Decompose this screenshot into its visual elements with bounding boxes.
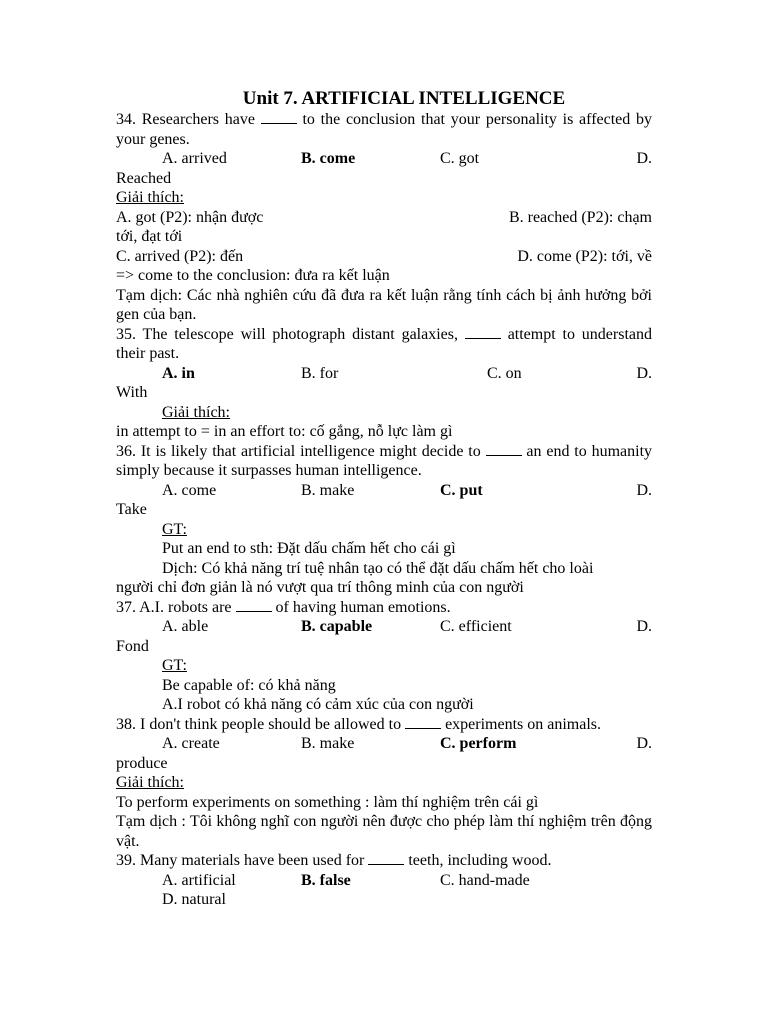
question-34-options: [116, 149, 652, 169]
stem-text: 36. It is likely that artificial intelligence might decide to: [116, 442, 481, 460]
explanation-text: To perform experiments on something : làm thí nghiệm trên cái gì: [116, 793, 539, 811]
stem-text: teeth, including wood.: [408, 852, 552, 869]
question-35-stem: [116, 325, 652, 364]
option-b: B. for: [301, 364, 339, 382]
option-a-correct: A. in: [162, 364, 195, 382]
option-d: D.: [636, 481, 652, 499]
option-d-text: Take: [116, 501, 147, 518]
option-a: A. artificial: [162, 871, 236, 889]
question-37-options: [116, 617, 652, 637]
option-b-correct: B. capable: [301, 618, 373, 635]
option-c-correct: C. put: [440, 481, 483, 499]
stem-text: 39. Many materials have been used for: [116, 852, 365, 869]
question-34-stem: [116, 110, 652, 149]
option-c: C. got: [440, 150, 480, 167]
explanation-text: B. reached (P2): chạm: [508, 208, 652, 226]
question-38-options: [116, 734, 652, 754]
answer-blank: [405, 716, 441, 729]
stem-text: to the conclusion that your personality is affected by your genes.: [116, 111, 653, 148]
answer-blank: [465, 326, 501, 339]
option-b-correct: B. come: [301, 150, 356, 167]
option-b: B. make: [301, 481, 355, 499]
stem-text: 37. A.I. robots are: [116, 598, 232, 616]
option-a: A. able: [162, 618, 209, 635]
document-page: [116, 88, 652, 910]
answer-blank: [368, 852, 404, 865]
translation-text: A.I robot có khả năng có cảm xúc của con người: [162, 696, 474, 713]
answer-blank: [261, 111, 297, 124]
option-d-text: Fond: [116, 637, 149, 655]
translation-text: người chỉ đơn giản là nó vượt qua trí thông minh của con người: [116, 579, 524, 596]
stem-text: 35. The telescope will photograph distant galaxies,: [116, 325, 458, 343]
option-c: C. efficient: [440, 618, 512, 635]
option-d: D.: [636, 150, 652, 167]
option-b-correct: B. false: [301, 871, 351, 889]
explanation-row: [116, 247, 652, 267]
explanation-text: Put an end to sth: Đặt dấu chấm hết cho cái gì: [162, 540, 456, 557]
stem-text: an end to humanity simply because it surpasses human intelligence.: [116, 442, 653, 479]
explanation-heading: Giải thích:: [162, 403, 230, 421]
explanation-heading: GT:: [162, 520, 187, 538]
option-a: A. create: [162, 735, 220, 752]
option-c: C. on: [487, 364, 522, 382]
question-37-stem: [116, 598, 652, 618]
explanation-heading: Giải thích:: [116, 774, 184, 791]
option-a: A. come: [162, 481, 217, 499]
question-36-stem: [116, 442, 652, 481]
explanation-text: A. got (P2): nhận được: [116, 208, 264, 226]
question-35-options: [116, 364, 652, 384]
option-d: D.: [636, 618, 652, 635]
translation-text: Tạm dịch : Tôi không nghĩ con người nên được cho phép làm thí nghiệm trên động vật.: [116, 813, 652, 850]
explanation-row: [116, 208, 652, 228]
option-d-text: With: [116, 384, 148, 401]
option-b: B. make: [301, 735, 355, 752]
option-d: D.: [636, 364, 652, 382]
question-39-stem: [116, 851, 652, 871]
stem-text: 34. Researchers have: [116, 111, 255, 128]
option-a: A. arrived: [162, 150, 227, 167]
answer-blank: [236, 599, 272, 612]
explanation-text: => come to the conclusion: đưa ra kết luận: [116, 267, 390, 284]
stem-text: 38. I don't think people should be allowed to: [116, 715, 402, 733]
option-c-correct: C. perform: [440, 735, 517, 752]
question-39-options: [116, 871, 652, 891]
translation-text: Dịch: Có khả năng trí tuệ nhân tạo có thể đặt dấu chấm hết cho loài: [162, 559, 594, 577]
page-title: Unit 7. ARTIFICIAL INTELLIGENCE: [242, 88, 566, 109]
stem-text: experiments on animals.: [445, 715, 602, 733]
translation-text: Tạm dịch: Các nhà nghiên cứu đã đưa ra kết luận rằng tính cách bị ảnh hưởng bởi gen của bạn.: [116, 286, 652, 323]
explanation-text: Be capable of: có khả năng: [162, 676, 336, 694]
answer-blank: [486, 443, 522, 456]
explanation-text: D. come (P2): tới, về: [517, 247, 652, 265]
option-d-text: Reached: [116, 169, 172, 187]
option-d: D.: [636, 735, 652, 752]
question-38-stem: [116, 715, 652, 735]
stem-text: of having human emotions.: [275, 598, 451, 616]
option-c: C. hand-made: [440, 871, 530, 889]
option-d: D. natural: [162, 891, 226, 908]
explanation-heading: Giải thích:: [116, 189, 184, 206]
explanation-heading: GT:: [162, 657, 187, 674]
option-d-text: produce: [116, 754, 168, 772]
explanation-text: C. arrived (P2): đến: [116, 247, 244, 265]
explanation-text: in attempt to = in an effort to: cố gắng, nỗ lực làm gì: [116, 423, 453, 440]
explanation-text: tới, đạt tới: [116, 228, 183, 245]
question-36-options: [116, 481, 652, 501]
stem-text: attempt to understand their past.: [116, 325, 652, 362]
